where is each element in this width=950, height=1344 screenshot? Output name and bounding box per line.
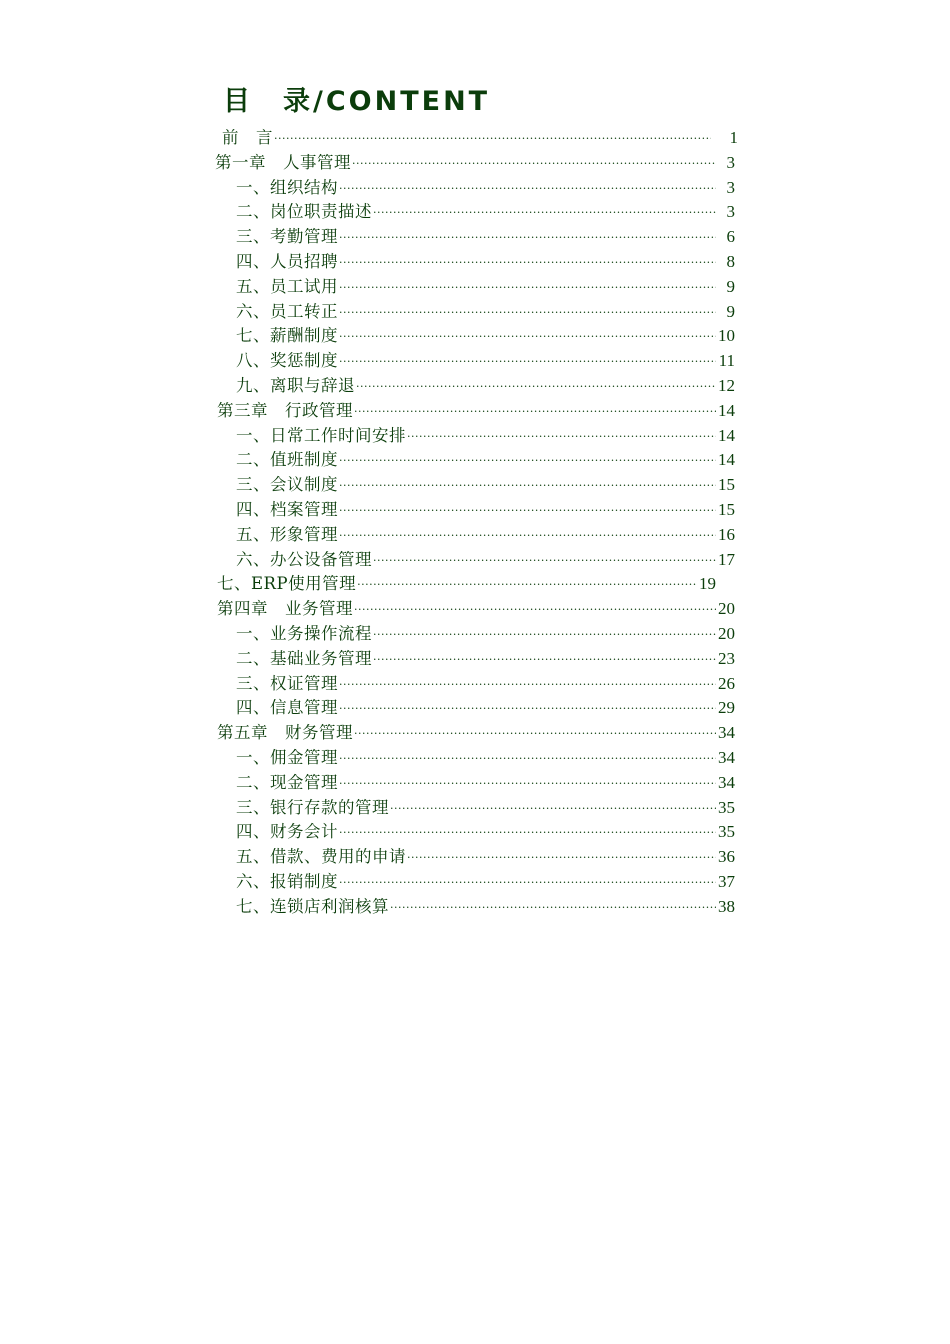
toc-chapter-entry[interactable] bbox=[0, 597, 735, 622]
dot-leader bbox=[339, 499, 716, 524]
toc-chapter-entry[interactable] bbox=[0, 126, 738, 151]
toc-entry-title: 三、权证管理 bbox=[236, 673, 338, 693]
dot-leader bbox=[339, 697, 716, 722]
toc-entry-title: 六、员工转正 bbox=[236, 301, 338, 321]
dot-leader bbox=[339, 350, 716, 375]
toc-entry-title: 四、人员招聘 bbox=[236, 251, 338, 271]
toc-page-number: 20 bbox=[718, 599, 735, 619]
toc-chapter-entry[interactable] bbox=[0, 721, 735, 746]
toc-chapter-entry[interactable] bbox=[0, 399, 735, 424]
toc-entry-title: 二、值班制度 bbox=[236, 450, 338, 470]
toc-section-entry[interactable] bbox=[0, 622, 735, 647]
toc-section-entry[interactable] bbox=[0, 672, 735, 697]
toc-section-entry[interactable] bbox=[0, 696, 735, 721]
dot-leader bbox=[339, 325, 716, 350]
toc-entry-title: 五、借款、费用的申请 bbox=[236, 847, 406, 867]
toc-section-entry[interactable] bbox=[0, 324, 735, 349]
toc-page-number: 8 bbox=[726, 251, 735, 271]
dot-leader bbox=[339, 251, 716, 276]
toc-page-number: 1 bbox=[729, 128, 738, 147]
toc-page-number: 11 bbox=[718, 351, 735, 371]
toc-entry-title: 九、离职与辞退 bbox=[236, 375, 355, 395]
toc-page-number: 23 bbox=[718, 648, 735, 668]
toc-page-number: 9 bbox=[726, 276, 735, 296]
dot-leader bbox=[339, 871, 716, 896]
toc-entry-title: 第一章 人事管理 bbox=[215, 152, 351, 172]
dot-leader bbox=[373, 623, 716, 648]
toc-section-entry[interactable] bbox=[0, 870, 735, 895]
dot-leader bbox=[390, 896, 716, 921]
toc-entry-title: 一、日常工作时间安排 bbox=[236, 425, 406, 445]
toc-entry-title: 三、银行存款的管理 bbox=[236, 797, 389, 817]
toc-section-entry[interactable] bbox=[0, 424, 735, 449]
toc-entry-title: 六、办公设备管理 bbox=[236, 549, 372, 569]
toc-page-number: 6 bbox=[726, 227, 735, 247]
toc-entry-title: 七、薪酬制度 bbox=[236, 326, 338, 346]
toc-entry-title: 三、会议制度 bbox=[236, 475, 338, 495]
toc-page-number: 3 bbox=[726, 152, 735, 172]
dot-leader bbox=[354, 722, 716, 747]
toc-entry-title: 四、信息管理 bbox=[236, 698, 338, 718]
dot-leader bbox=[339, 747, 716, 772]
dot-leader bbox=[339, 177, 716, 202]
toc-page-number: 34 bbox=[718, 723, 735, 743]
dot-leader bbox=[339, 772, 716, 797]
toc-section-entry[interactable] bbox=[0, 523, 735, 548]
toc-page-number: 14 bbox=[718, 450, 735, 470]
dot-leader bbox=[274, 127, 711, 152]
toc-section-entry[interactable] bbox=[0, 845, 735, 870]
toc-entry-title: 五、员工试用 bbox=[236, 276, 338, 296]
toc-section-entry[interactable] bbox=[0, 498, 735, 523]
toc-page-number: 37 bbox=[718, 871, 735, 891]
page-title: 目 录/CONTENT bbox=[223, 86, 491, 117]
toc-entry-title: 二、基础业务管理 bbox=[236, 648, 372, 668]
toc-section-entry[interactable] bbox=[0, 647, 735, 672]
toc-page-number: 9 bbox=[726, 301, 735, 321]
toc-section-entry[interactable] bbox=[0, 796, 735, 821]
toc-entry-title: 四、档案管理 bbox=[236, 499, 338, 519]
table-of-contents bbox=[0, 126, 950, 920]
toc-section-entry[interactable] bbox=[0, 820, 735, 845]
toc-page-number: 3 bbox=[726, 202, 735, 222]
toc-page-number: 38 bbox=[718, 896, 735, 916]
dot-leader bbox=[339, 226, 716, 251]
dot-leader bbox=[407, 425, 716, 450]
toc-section-entry[interactable] bbox=[0, 300, 735, 325]
toc-section-entry[interactable] bbox=[0, 548, 735, 573]
toc-section-entry[interactable] bbox=[0, 176, 735, 201]
dot-leader bbox=[339, 276, 716, 301]
toc-entry-title: 一、业务操作流程 bbox=[236, 623, 372, 643]
toc-page-number: 15 bbox=[718, 475, 735, 495]
dot-leader bbox=[357, 573, 697, 598]
toc-section-entry[interactable] bbox=[0, 225, 735, 250]
dot-leader bbox=[407, 846, 716, 871]
toc-entry-title: 一、组织结构 bbox=[236, 177, 338, 197]
toc-page-number: 14 bbox=[718, 425, 735, 445]
dot-leader bbox=[373, 648, 716, 673]
dot-leader bbox=[356, 375, 716, 400]
toc-page-number: 19 bbox=[699, 574, 716, 594]
dot-leader bbox=[373, 549, 716, 574]
toc-entry-title: 八、奖惩制度 bbox=[236, 351, 338, 371]
toc-section-entry[interactable] bbox=[0, 349, 735, 374]
dot-leader bbox=[339, 524, 716, 549]
toc-section-entry[interactable] bbox=[0, 275, 735, 300]
toc-entry-title: 一、佣金管理 bbox=[236, 747, 338, 767]
toc-entry-title: 七、ERP使用管理 bbox=[217, 574, 357, 594]
toc-entry-title: 二、岗位职责描述 bbox=[236, 202, 372, 222]
toc-entry-title: 七、连锁店利润核算 bbox=[236, 896, 389, 916]
toc-page-number: 35 bbox=[718, 822, 735, 842]
dot-leader bbox=[354, 400, 716, 425]
dot-leader bbox=[352, 152, 716, 177]
toc-section-entry[interactable] bbox=[0, 771, 735, 796]
toc-page-number: 29 bbox=[718, 698, 735, 718]
toc-entry-title: 第五章 财务管理 bbox=[217, 723, 353, 743]
toc-page-number: 10 bbox=[718, 326, 735, 346]
dot-leader bbox=[390, 797, 716, 822]
toc-page-number: 3 bbox=[726, 177, 735, 197]
toc-section-entry[interactable] bbox=[0, 746, 735, 771]
toc-section-entry[interactable] bbox=[0, 200, 735, 225]
toc-page-number: 34 bbox=[718, 772, 735, 792]
toc-section-entry[interactable] bbox=[0, 250, 735, 275]
toc-entry-title: 前 言 bbox=[222, 128, 273, 147]
toc-page-number: 16 bbox=[718, 524, 735, 544]
dot-leader bbox=[373, 201, 716, 226]
toc-page-number: 34 bbox=[718, 747, 735, 767]
toc-entry-title: 三、考勤管理 bbox=[236, 227, 338, 247]
toc-section-entry[interactable] bbox=[0, 374, 735, 399]
toc-section-entry[interactable] bbox=[0, 473, 735, 498]
toc-section-entry[interactable] bbox=[0, 895, 735, 920]
toc-page-number: 14 bbox=[718, 400, 735, 420]
toc-entry-title: 第三章 行政管理 bbox=[217, 400, 353, 420]
dot-leader bbox=[339, 301, 716, 326]
toc-section-entry[interactable] bbox=[0, 448, 735, 473]
toc-page-number: 17 bbox=[718, 549, 735, 569]
dot-leader bbox=[339, 474, 716, 499]
toc-chapter-entry[interactable] bbox=[0, 151, 735, 176]
toc-chapter-entry[interactable] bbox=[0, 572, 716, 597]
toc-entry-title: 二、现金管理 bbox=[236, 772, 338, 792]
dot-leader bbox=[339, 449, 716, 474]
dot-leader bbox=[354, 598, 716, 623]
toc-entry-title: 六、报销制度 bbox=[236, 871, 338, 891]
toc-page-number: 35 bbox=[718, 797, 735, 817]
toc-page-number: 12 bbox=[718, 375, 735, 395]
toc-entry-title: 五、形象管理 bbox=[236, 524, 338, 544]
toc-entry-title: 四、财务会计 bbox=[236, 822, 338, 842]
toc-page-number: 15 bbox=[718, 499, 735, 519]
dot-leader bbox=[339, 821, 716, 846]
toc-page-number: 36 bbox=[718, 847, 735, 867]
toc-page-number: 20 bbox=[718, 623, 735, 643]
toc-page-number: 26 bbox=[718, 673, 735, 693]
toc-entry-title: 第四章 业务管理 bbox=[217, 599, 353, 619]
dot-leader bbox=[339, 673, 716, 698]
